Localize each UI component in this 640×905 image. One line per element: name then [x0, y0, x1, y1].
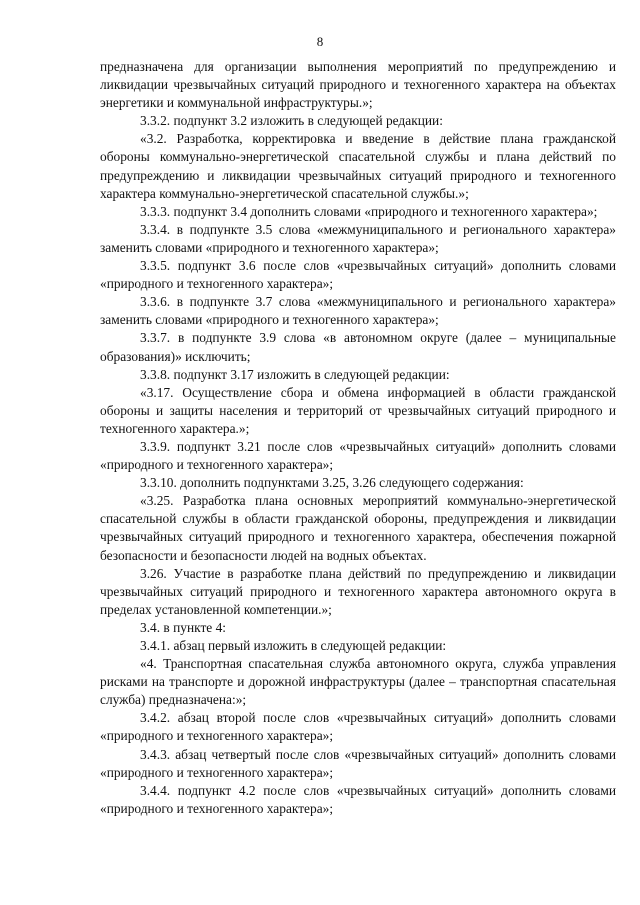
paragraph: 3.4.2. абзац второй после слов «чрезвычайных ситуаций» дополнить словами «природного и техногенного характера»; — [100, 710, 616, 744]
paragraph: «3.2. Разработка, корректировка и введение в действие плана гражданской обороны коммунально-энергетической спасательной службы и плана действий по предупреждению и ликвидации чрезвычайных ситуаций природного и техногенного характера коммунально-энергетической спасательной службы.»; — [100, 131, 616, 201]
document-body — [100, 58, 616, 818]
paragraph: 3.3.9. подпункт 3.21 после слов «чрезвычайных ситуаций» дополнить словами «природного и техногенного характера»; — [100, 438, 616, 473]
paragraph: 3.26. Участие в разработке плана действий по предупреждению и ликвидации чрезвычайных ситуаций природного и техногенного характера автономного округа в пределах установленной компетенции.»; — [100, 565, 616, 617]
paragraph: предназначена для организации выполнения мероприятий по предупреждению и ликвидации чрезвычайных ситуаций природного и техногенного характера на объектах энергетики и коммунальной инфраструктуры.»; — [100, 59, 616, 111]
paragraph: «4. Транспортная спасательная служба автономного округа, служба управления рисками на транспорте и дорожной инфраструктуры (далее – транспортная спасательная служба) предназначена:»; — [100, 656, 616, 708]
paragraph: 3.3.5. подпункт 3.6 после слов «чрезвычайных ситуаций» дополнить словами «природного и техногенного характера»; — [100, 258, 616, 292]
paragraph: «3.17. Осуществление сбора и обмена информацией в области гражданской обороны и защиты населения и территорий от чрезвычайных ситуаций природного и техногенного характера.»; — [100, 384, 616, 436]
paragraph: 3.4. в пункте 4: — [140, 619, 227, 635]
paragraph: 3.4.1. абзац первый изложить в следующей редакции: — [140, 638, 447, 653]
paragraph: 3.4.3. абзац четвертый после слов «чрезвычайных ситуаций» дополнить словами «природного и техногенного характера»; — [100, 746, 616, 780]
paragraph: 3.4.4. подпункт 4.2 после слов «чрезвычайных ситуаций» дополнить словами «природного и техногенного характера»; — [100, 782, 616, 816]
paragraph: 3.3.8. подпункт 3.17 изложить в следующей редакции: — [140, 366, 450, 382]
paragraph: «3.25. Разработка плана основных мероприятий коммунально-энергетической спасательной службы в области гражданской обороны, предупреждения и ликвидации чрезвычайных ситуаций природного и техногенного характера, обеспечения пожарной безопасности и безопасности людей на водных объектах. — [100, 493, 616, 563]
paragraph: 3.3.7. в подпункте 3.9 слова «в автономном округе (далее – муниципальные образования)» исключить; — [100, 330, 616, 364]
paragraph: 3.3.6. в подпункте 3.7 слова «межмуниципального и регионального характера» заменить словами «природного и техногенного характера»; — [100, 294, 616, 328]
page-number: 8 — [316, 34, 324, 49]
paragraph: 3.3.3. подпункт 3.4 дополнить словами «природного и техногенного характера»; — [140, 203, 598, 219]
paragraph: 3.3.4. в подпункте 3.5 слова «межмуниципального и регионального характера» заменить словами «природного и техногенного характера»; — [100, 221, 616, 255]
paragraph: 3.3.2. подпункт 3.2 изложить в следующей редакции: — [140, 113, 443, 129]
paragraph: 3.3.10. дополнить подпунктами 3.25, 3.26 следующего содержания: — [140, 475, 524, 491]
